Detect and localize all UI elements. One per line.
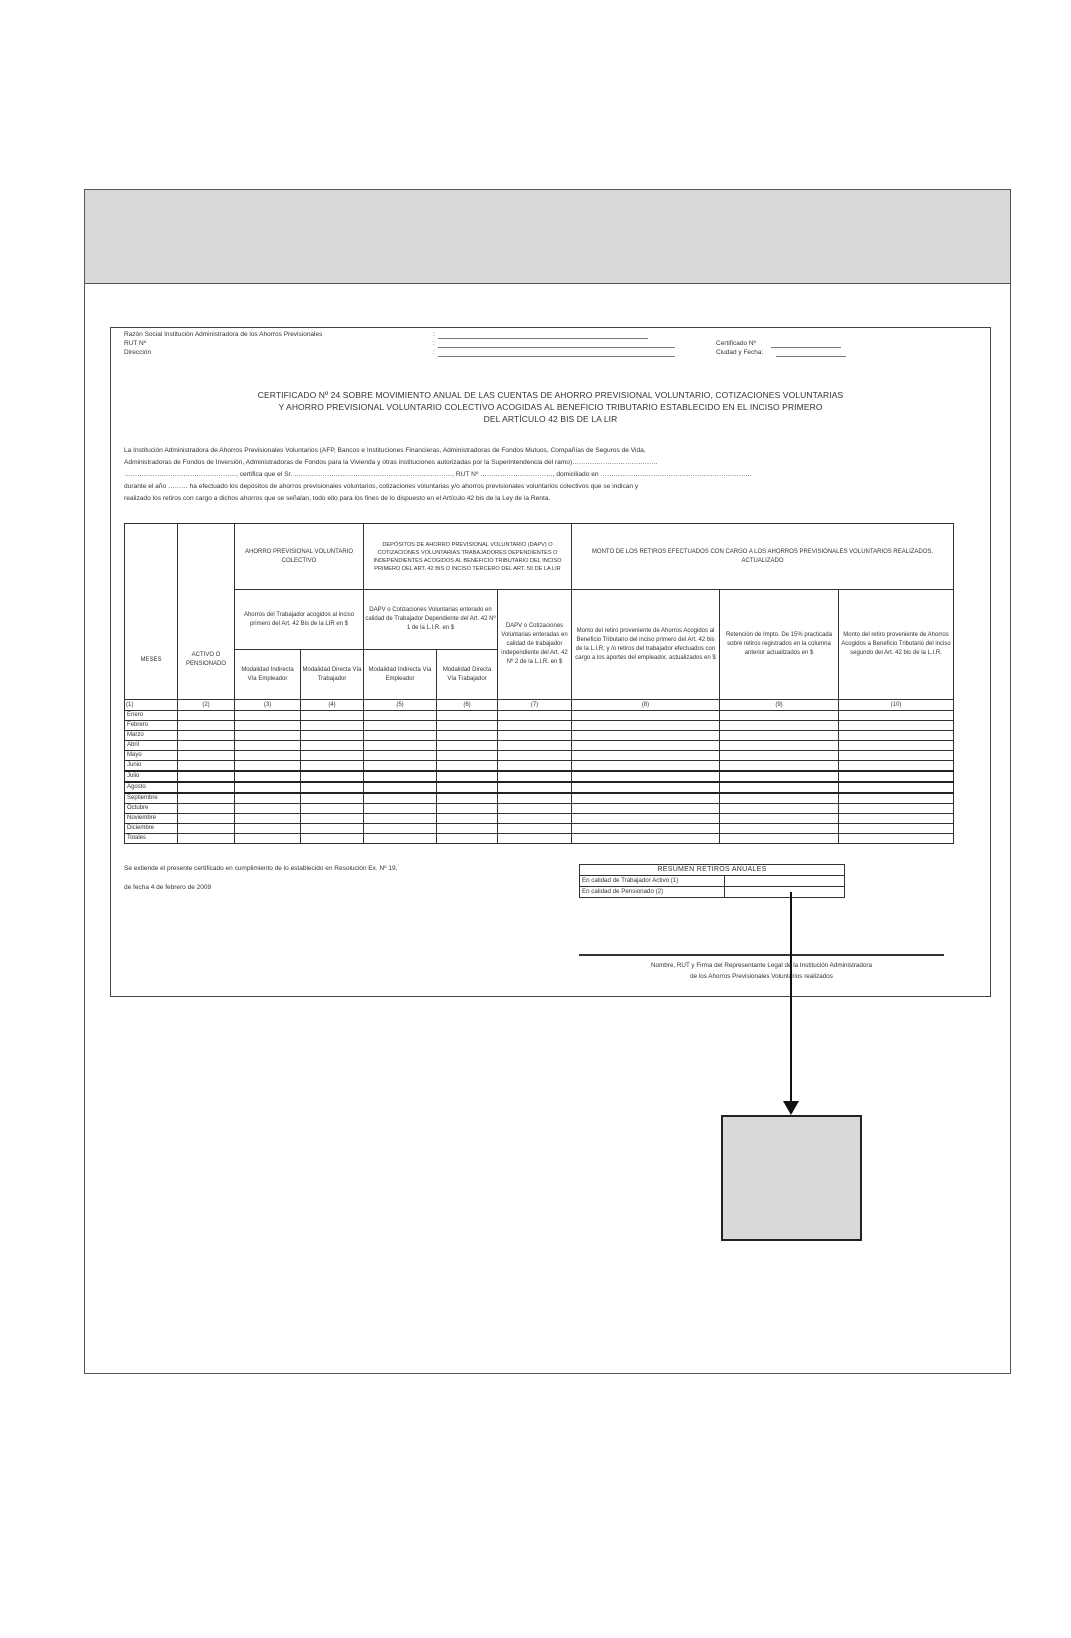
month-label: Junio [125, 761, 178, 772]
col-number-4: (4) [301, 700, 364, 711]
table-row [125, 731, 954, 741]
rut-label: RUT Nº [124, 340, 147, 347]
month-label: Octubre [125, 804, 178, 814]
resumen-retiros-table [579, 864, 845, 898]
certificate-form [110, 327, 991, 997]
ciudad-fecha-label: Ciudad y Fecha: [716, 349, 764, 356]
mod-directa-header-2: Modalidad Directa Vía Trabajador [437, 650, 498, 700]
month-label: Agosto [125, 782, 178, 793]
body-line2: Administradoras de Fondos de Inversión, Administradoras de Fondos para la Vivienda y otras instituciones autorizadas por la Superintendencia del ramo)………………………………… [124, 459, 658, 466]
ciudad-fecha-field[interactable] [776, 356, 846, 357]
signature-caption-line2: de los Ahorros Previsionales Voluntarios realizados [690, 973, 833, 980]
resumen-activo-label: En calidad de Trabajador Activo (1) [580, 876, 725, 887]
table-row [125, 741, 954, 751]
group-depositos-header: DEPÓSITOS DE AHORRO PREVISIONAL VOLUNTARIO (DAPV) O COTIZACIONES VOLUNTARIAS TRABAJADORES DEPENDIENTES O INDEPENDIENTES ACOGIDOS AL BENEFICIO TRIBUTARIO DEL INCISO PRIMERO DEL ART. 42 BIS O INCISO TERCERO DEL ART. 50 DE LA LIR [364, 524, 572, 590]
body-line1: La Institución Administradora de Ahorros Previsionales Voluntarios (AFP, Bancos e Instituciones Financieras, Administradoras de Fondos Mutuos, Compañías de Seguros de Vida, [124, 447, 646, 454]
body-paragraph [124, 445, 964, 505]
sub-retencion-header: Retención de Impto. De 15% practicada sobre retiros registrados en la columna anterior actualizados en $ [720, 590, 839, 700]
col-number-7: (7) [498, 700, 572, 711]
resumen-pensionado-value[interactable] [725, 887, 845, 898]
arrow-down-icon [783, 1101, 799, 1115]
movement-table [124, 523, 954, 844]
month-label: Septiembre [125, 793, 178, 804]
signature-line [579, 954, 944, 956]
mod-indirecta-header-2: Modalidad Indirecta Vía Empleador [364, 650, 437, 700]
signature-caption-line1: Nombre, RUT y Firma del Representante Legal de la Institución Administradora [650, 962, 873, 969]
body-line5: realizado los retiros con cargo a dichos ahorros que se señalan, todo ello para los fines de lo dispuesto en el Artículo 42 bis de la Ley de la Renta. [124, 495, 551, 502]
mod-indirecta-header-1: Modalidad Indirecta Vía Empleador [235, 650, 301, 700]
month-label: Diciembre [125, 824, 178, 834]
table-row [125, 761, 954, 772]
table-row [125, 751, 954, 761]
month-label: Mayo [125, 751, 178, 761]
rut-colon: : [433, 340, 435, 347]
month-label: Julio [125, 771, 178, 782]
sub-ahorros-trabajador-header: Ahorros del Trabajador acogidos al inciso primero del Art. 42 Bis de la LIR en $ [235, 590, 364, 650]
col-activo-header: ACTIVO O PENSIONADO [178, 524, 235, 700]
col-number-2: (2) [178, 700, 235, 711]
certificate-title-line1: CERTIFICADO Nº 24 SOBRE MOVIMIENTO ANUAL DE LAS CUENTAS DE AHORRO PREVISIONAL VOLUNTARIO, COTIZACIONES VOLUNTARIAS [257, 390, 844, 400]
table-row-totales [125, 834, 954, 844]
resumen-activo-value[interactable] [725, 876, 845, 887]
table-row [125, 814, 954, 824]
col-number-10: (10) [839, 700, 954, 711]
razon-social-field[interactable] [438, 338, 648, 339]
certificado-field[interactable] [771, 347, 841, 348]
group-retiros-header: MONTO DE LOS RETIROS EFECTUADOS CON CARGO A LOS AHORROS PREVISIONALES VOLUNTARIOS REALIZADOS, ACTUALIZADO [572, 524, 954, 590]
totales-label: Totales [125, 834, 178, 844]
col-number-8: (8) [572, 700, 720, 711]
callout-box [721, 1115, 862, 1241]
resumen-pensionado-label: En calidad de Pensionado (2) [580, 887, 725, 898]
razon-social-colon: : [433, 331, 435, 338]
frame-header-band [85, 190, 1010, 284]
table-row [125, 793, 954, 804]
month-label: Enero [125, 711, 178, 721]
body-line3: ……………………………………………, certifica que el Sr. ………………………………………………………………, RUT Nº ……………………………, domiciliado en …………………………………………………………… [124, 471, 753, 478]
certificado-label: Certificado Nº [716, 340, 756, 347]
col-meses-header: MESES [125, 524, 178, 700]
table-row [125, 824, 954, 834]
table-row [125, 782, 954, 793]
direccion-field[interactable] [438, 356, 675, 357]
month-label: Febrero [125, 721, 178, 731]
group-ahorro-colectivo-header: AHORRO PREVISIONAL VOLUNTARIO COLECTIVO [235, 524, 364, 590]
certificate-title-line2: Y AHORRO PREVISIONAL VOLUNTARIO COLECTIVO ACOGIDAS AL BENEFICIO TRIBUTARIO ESTABLECIDO EN EL INCISO PRIMERO [278, 402, 823, 412]
certificate-title-line3: DEL ARTÍCULO 42 BIS DE LA LIR [483, 414, 618, 424]
body-line4: durante el año ……… ha efectuado los depósitos de ahorros previsionales voluntarios, cotizaciones voluntarias y/o ahorros previsionales voluntarios colectivos que se indican y [124, 483, 639, 490]
mod-directa-header-1: Modalidad Directa Vía Trabajador [301, 650, 364, 700]
sub-monto-segundo-header: Monto del retiro proveniente de Ahorros Acogidos a Beneficio Tributario del inciso segundo del Art. 42 bis de la L.I.R. [839, 590, 954, 700]
rut-field[interactable] [438, 347, 675, 348]
table-row [125, 771, 954, 782]
table-row [125, 721, 954, 731]
col-number-1: (1) [125, 700, 178, 711]
resumen-title: RESUMEN RETIROS ANUALES [580, 865, 845, 876]
month-label: Marzo [125, 731, 178, 741]
extiende-line2: de fecha 4 de febrero de 2009 [124, 884, 212, 891]
col-number-9: (9) [720, 700, 839, 711]
sub-dapv-independiente-header: DAPV o Cotizaciones Voluntarias enteradas en calidad de trabajador independiente del Art. 42 Nº 2 de la L.I.R. en $ [498, 590, 572, 700]
table-row [125, 804, 954, 814]
col-number-6: (6) [437, 700, 498, 711]
sub-monto-retiro-header: Monto del retiro proveniente de Ahorros Acogidos al Beneficio Tributario del inciso primero del Art. 42 bis de la L.I.R. y /o retiros del trabajador efectuados con cargo a los aportes del empleador, actualizados en $ [572, 590, 720, 700]
month-label: Abril [125, 741, 178, 751]
connector-line [790, 892, 792, 1103]
direccion-colon: : [433, 349, 435, 356]
col-number-3: (3) [235, 700, 301, 711]
razon-social-label: Razón Social Institución Administradora de los Ahorros Previsionales [124, 331, 323, 338]
table-row [125, 711, 954, 721]
signature-caption [579, 960, 944, 982]
extiende-line1: Se extiende el presente certificado en cumplimiento de lo establecido en Resolución Ex. Nº 19, [124, 865, 398, 872]
col-number-5: (5) [364, 700, 437, 711]
direccion-label: Dirección [124, 349, 152, 356]
month-label: Noviembre [125, 814, 178, 824]
sub-dapv-dependiente-header: DAPV o Cotizaciones Voluntarias enterado en calidad de Trabajador Dependiente del Art. 42 Nº 1 de la L.I.R. en $ [364, 590, 498, 650]
